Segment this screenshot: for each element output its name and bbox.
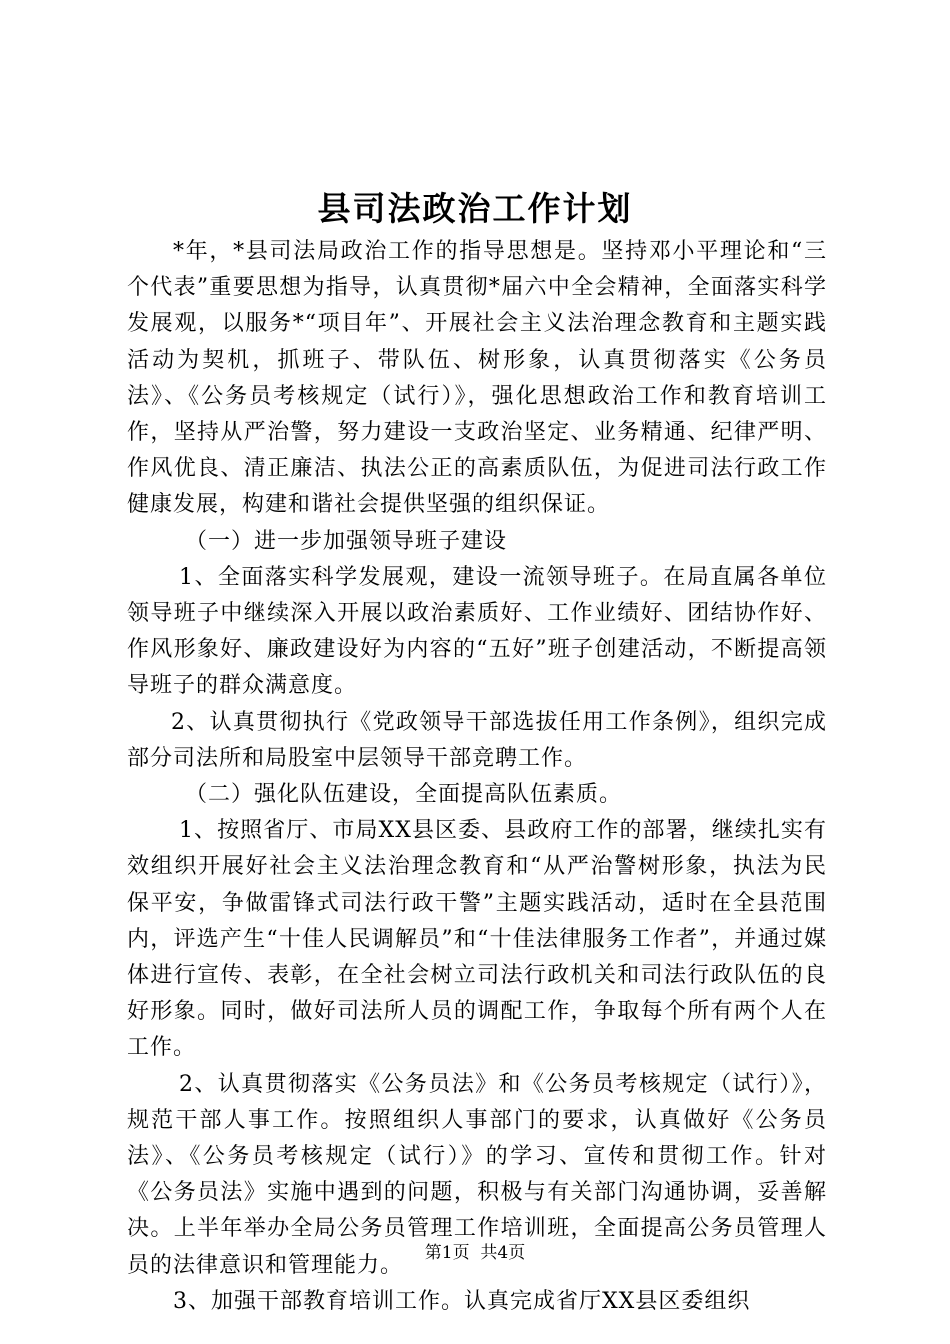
section-2-item-3: 3、加强干部教育培训工作。认真完成省厅XX县区委组织 (173, 1288, 751, 1314)
page-number: 第1页 共4页 (424, 1243, 526, 1263)
section-2-item-1: 1、按照省厅、市局XX县区委、县政府工作的部署，继续扎实有效组织开展好社会主义法治理念教育和“从严治警树形象，执法为民保平安，争做雷锋式司法行政干警”主题实践活动，适时在全县范围内，评选产生“十佳人民调解员”和“十佳法律服务工作者”，并通过媒体进行宣传、表彰，在全社会树立司法行政机关和司法行政队伍的良好形象。同时，做好司法所人员的调配工作，争取每个所有两个人在工作。 (127, 818, 827, 1061)
section-1-item-2: 2、认真贯彻执行《党政领导干部选拔任用工作条例》，组织完成部分司法所和局股室中层领导干部竞聘工作。 (127, 709, 827, 771)
section-2-item-2: 2、认真贯彻落实《公务员法》和《公务员考核规定（试行）》，规范干部人事工作。按照组织人事部门的要求，认真做好《公务员法》、《公务员考核规定（试行）》的学习、宣传和贯彻工作。针对《公务员法》实施中遇到的问题，积极与有关部门沟通协调，妥善解决。上半年举办全局公务员管理工作培训班，全面提高公务员管理人员的法律意识和管理能力。 (127, 1071, 827, 1278)
section-heading-1: （一）进一步加强领导班子建设 (185, 528, 508, 554)
document-body (127, 234, 827, 1320)
section-1-item-1: 1、全面落实科学发展观，建设一流领导班子。在局直属各单位领导班子中继续深入开展以政治素质好、工作业绩好、团结协作好、作风形象好、廉政建设好为内容的“五好”班子创建活动，不断提高领导班子的群众满意度。 (127, 564, 827, 699)
intro-paragraph: *年，*县司法局政治工作的指导思想是。坚持邓小平理论和“三个代表”重要思想为指导，认真贯彻*届六中全会精神，全面落实科学发展观，以服务*“项目年”、开展社会主义法治理念教育和主题实践活动为契机，抓班子、带队伍、树形象，认真贯彻落实《公务员法》、《公务员考核规定（试行）》，强化思想政治工作和教育培训工作，坚持从严治警，努力建设一支政治坚定、业务精通、纪律严明、作风优良、清正廉洁、执法公正的高素质队伍，为促进司法行政工作健康发展，构建和谐社会提供坚强的组织保证。 (127, 239, 827, 518)
section-heading-2: （二）强化队伍建设，全面提高队伍素质。 (185, 782, 623, 808)
document-title: 县司法政治工作计划 (317, 189, 633, 228)
page-footer (0, 1241, 950, 1265)
